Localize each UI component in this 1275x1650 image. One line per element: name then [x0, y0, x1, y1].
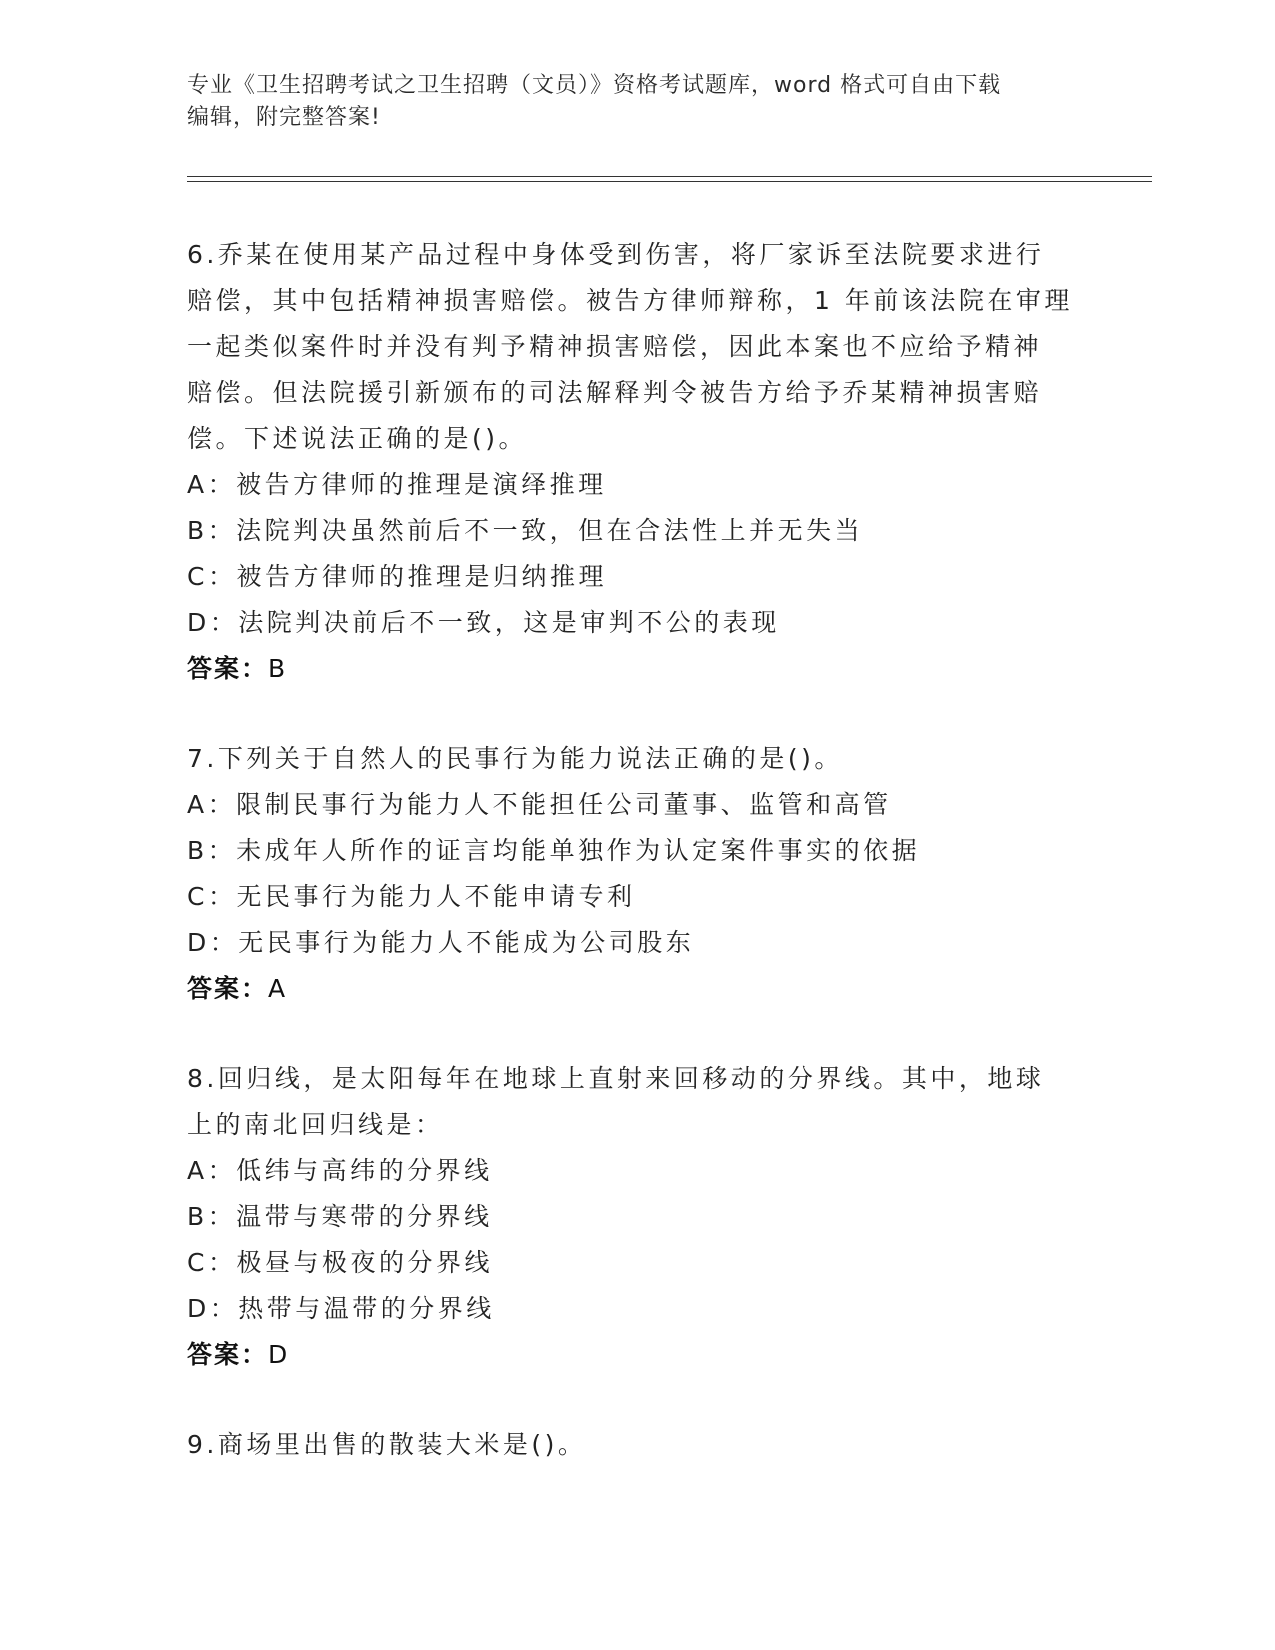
- answer-value: D: [268, 1340, 290, 1369]
- option-b: B：法院判决虽然前后不一致，但在合法性上并无失当: [187, 516, 864, 545]
- question-stem-line: 赔偿。但法院援引新颁布的司法解释判令被告方给予乔某精神损害赔: [187, 378, 1043, 407]
- question-stem-line: 6.乔某在使用某产品过程中身体受到伤害，将厂家诉至法院要求进行: [187, 240, 1045, 269]
- question-list: [187, 232, 1087, 1512]
- question-6: [187, 232, 1087, 692]
- option-c: C：无民事行为能力人不能申请专利: [187, 882, 636, 911]
- question-7: [187, 736, 1087, 1012]
- answer-line: [187, 646, 1087, 692]
- header-line-2: 编辑，附完整答案!: [187, 105, 381, 130]
- option-d: D：热带与温带的分界线: [187, 1294, 495, 1323]
- question-stem-line: 9.商场里出售的散装大米是()。: [187, 1430, 587, 1459]
- question-9: [187, 1422, 1087, 1468]
- answer-value: B: [268, 654, 288, 683]
- question-stem-line: 7.下列关于自然人的民事行为能力说法正确的是()。: [187, 744, 843, 773]
- option-a: A：被告方律师的推理是演绎推理: [187, 470, 607, 499]
- option-c: C：极昼与极夜的分界线: [187, 1248, 493, 1277]
- header-double-rule: [187, 176, 1152, 182]
- option-a: A：限制民事行为能力人不能担任公司董事、监管和高管: [187, 790, 892, 819]
- option-d: D：无民事行为能力人不能成为公司股东: [187, 928, 695, 957]
- question-8: [187, 1056, 1087, 1378]
- question-stem-line: 一起类似案件时并没有判予精神损害赔偿，因此本案也不应给予精神: [187, 332, 1043, 361]
- answer-value: A: [268, 974, 288, 1003]
- option-c: C：被告方律师的推理是归纳推理: [187, 562, 607, 591]
- answer-label: 答案：: [187, 654, 269, 683]
- header-line-1: 专业《卫生招聘考试之卫生招聘（文员）》资格考试题库，word 格式可自由下载: [187, 73, 1002, 98]
- answer-label: 答案：: [187, 1340, 269, 1369]
- option-b: B：温带与寒带的分界线: [187, 1202, 493, 1231]
- answer-label: 答案：: [187, 974, 269, 1003]
- option-b: B：未成年人所作的证言均能单独作为认定案件事实的依据: [187, 836, 921, 865]
- option-a: A：低纬与高纬的分界线: [187, 1156, 493, 1185]
- document-header: [187, 70, 1067, 134]
- question-stem-line: 8.回归线，是太阳每年在地球上直射来回移动的分界线。其中，地球: [187, 1064, 1045, 1093]
- answer-line: [187, 966, 1087, 1012]
- option-d: D：法院判决前后不一致，这是审判不公的表现: [187, 608, 780, 637]
- answer-line: [187, 1332, 1087, 1378]
- question-stem-line: 赔偿，其中包括精神损害赔偿。被告方律师辩称，1 年前该法院在审理: [187, 286, 1073, 315]
- question-stem-line: 上的南北回归线是：: [187, 1110, 444, 1139]
- question-stem-line: 偿。下述说法正确的是()。: [187, 424, 528, 453]
